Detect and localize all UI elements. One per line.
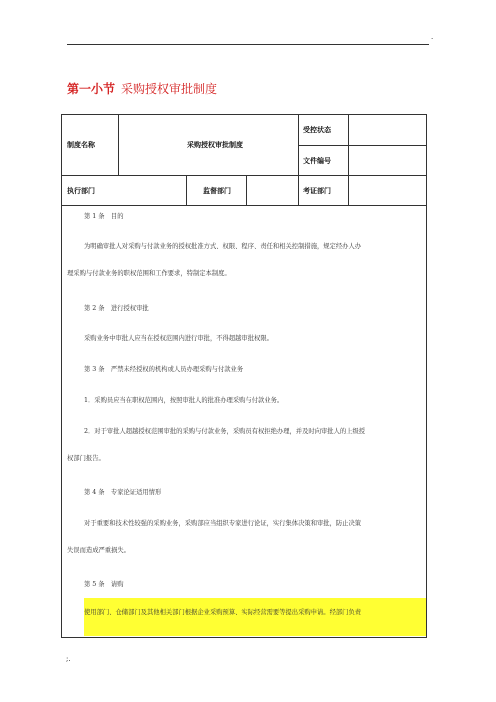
section-title [67,80,217,97]
table-line [348,114,349,205]
paragraph-text: 2．对于审批人超越授权范围审批的采购与付款业务，采购员有权拒绝办理，并及时向审批人的上级授 [84,428,366,435]
header-dot: . [431,33,434,41]
header-rule [67,44,429,45]
paragraph-text: 1．采购员应当在职权范围内，按照审批人的批准办理采购与付款业务。 [84,397,284,404]
policy-name-label: 制度名称 [67,141,95,149]
section-name: 采购授权审批制度 [121,82,218,96]
table-line [298,145,427,146]
document-number-label: 文件编号 [303,157,331,165]
executing-dept-label: 执行部门 [67,187,95,195]
table-line [118,114,119,175]
article-2-heading: 第 2 条 进行授权审批 [84,305,149,312]
table-line [246,175,247,205]
table-line [61,175,427,176]
article-1-heading: 第 1 条 目的 [84,213,124,220]
article-4-heading: 第 4 条 专家论证适用情形 [84,489,162,496]
control-status-label: 受控状态 [303,126,331,134]
paragraph-text: 采购业务中审批人应当在授权范围内进行审批，不得超越审批权限。 [84,335,273,342]
paragraph-text: 为明确审批人对采购与付款业务的授权批准方式、权限、程序、责任和相关控制措施，规定经办人办 [84,243,362,250]
table-line [61,205,427,206]
footer-mark: ;. [66,655,71,663]
table-line [186,175,187,205]
paragraph-text: 权部门报告。 [67,455,105,462]
table-line [298,114,299,205]
section-number: 第一小节 [67,82,116,96]
article-5-heading: 第 5 条 请购 [84,581,124,588]
paragraph-text: 失误而造成严重损失。 [67,547,130,554]
supervising-dept-label: 监督部门 [203,187,231,195]
policy-name-value: 采购授权审批制度 [187,141,243,149]
paragraph-text: 对于重要和技术性较强的采购业务，采购部应当组织专家进行论证，实行集体决策和审批，防止决策 [84,520,362,527]
evaluation-dept-label: 考证部门 [303,187,331,195]
highlighted-paragraph: 使用部门、仓储部门及其他相关部门根据企业采购预算、实际经营需要等提出采购申请。经部门负责 [84,598,426,636]
paragraph-text: 理采购与付款业务的职权范围和工作要求，特制定本制度。 [67,270,231,277]
article-3-heading: 第 3 条 严禁未经授权的机构或人员办理采购与付款业务 [84,366,244,373]
